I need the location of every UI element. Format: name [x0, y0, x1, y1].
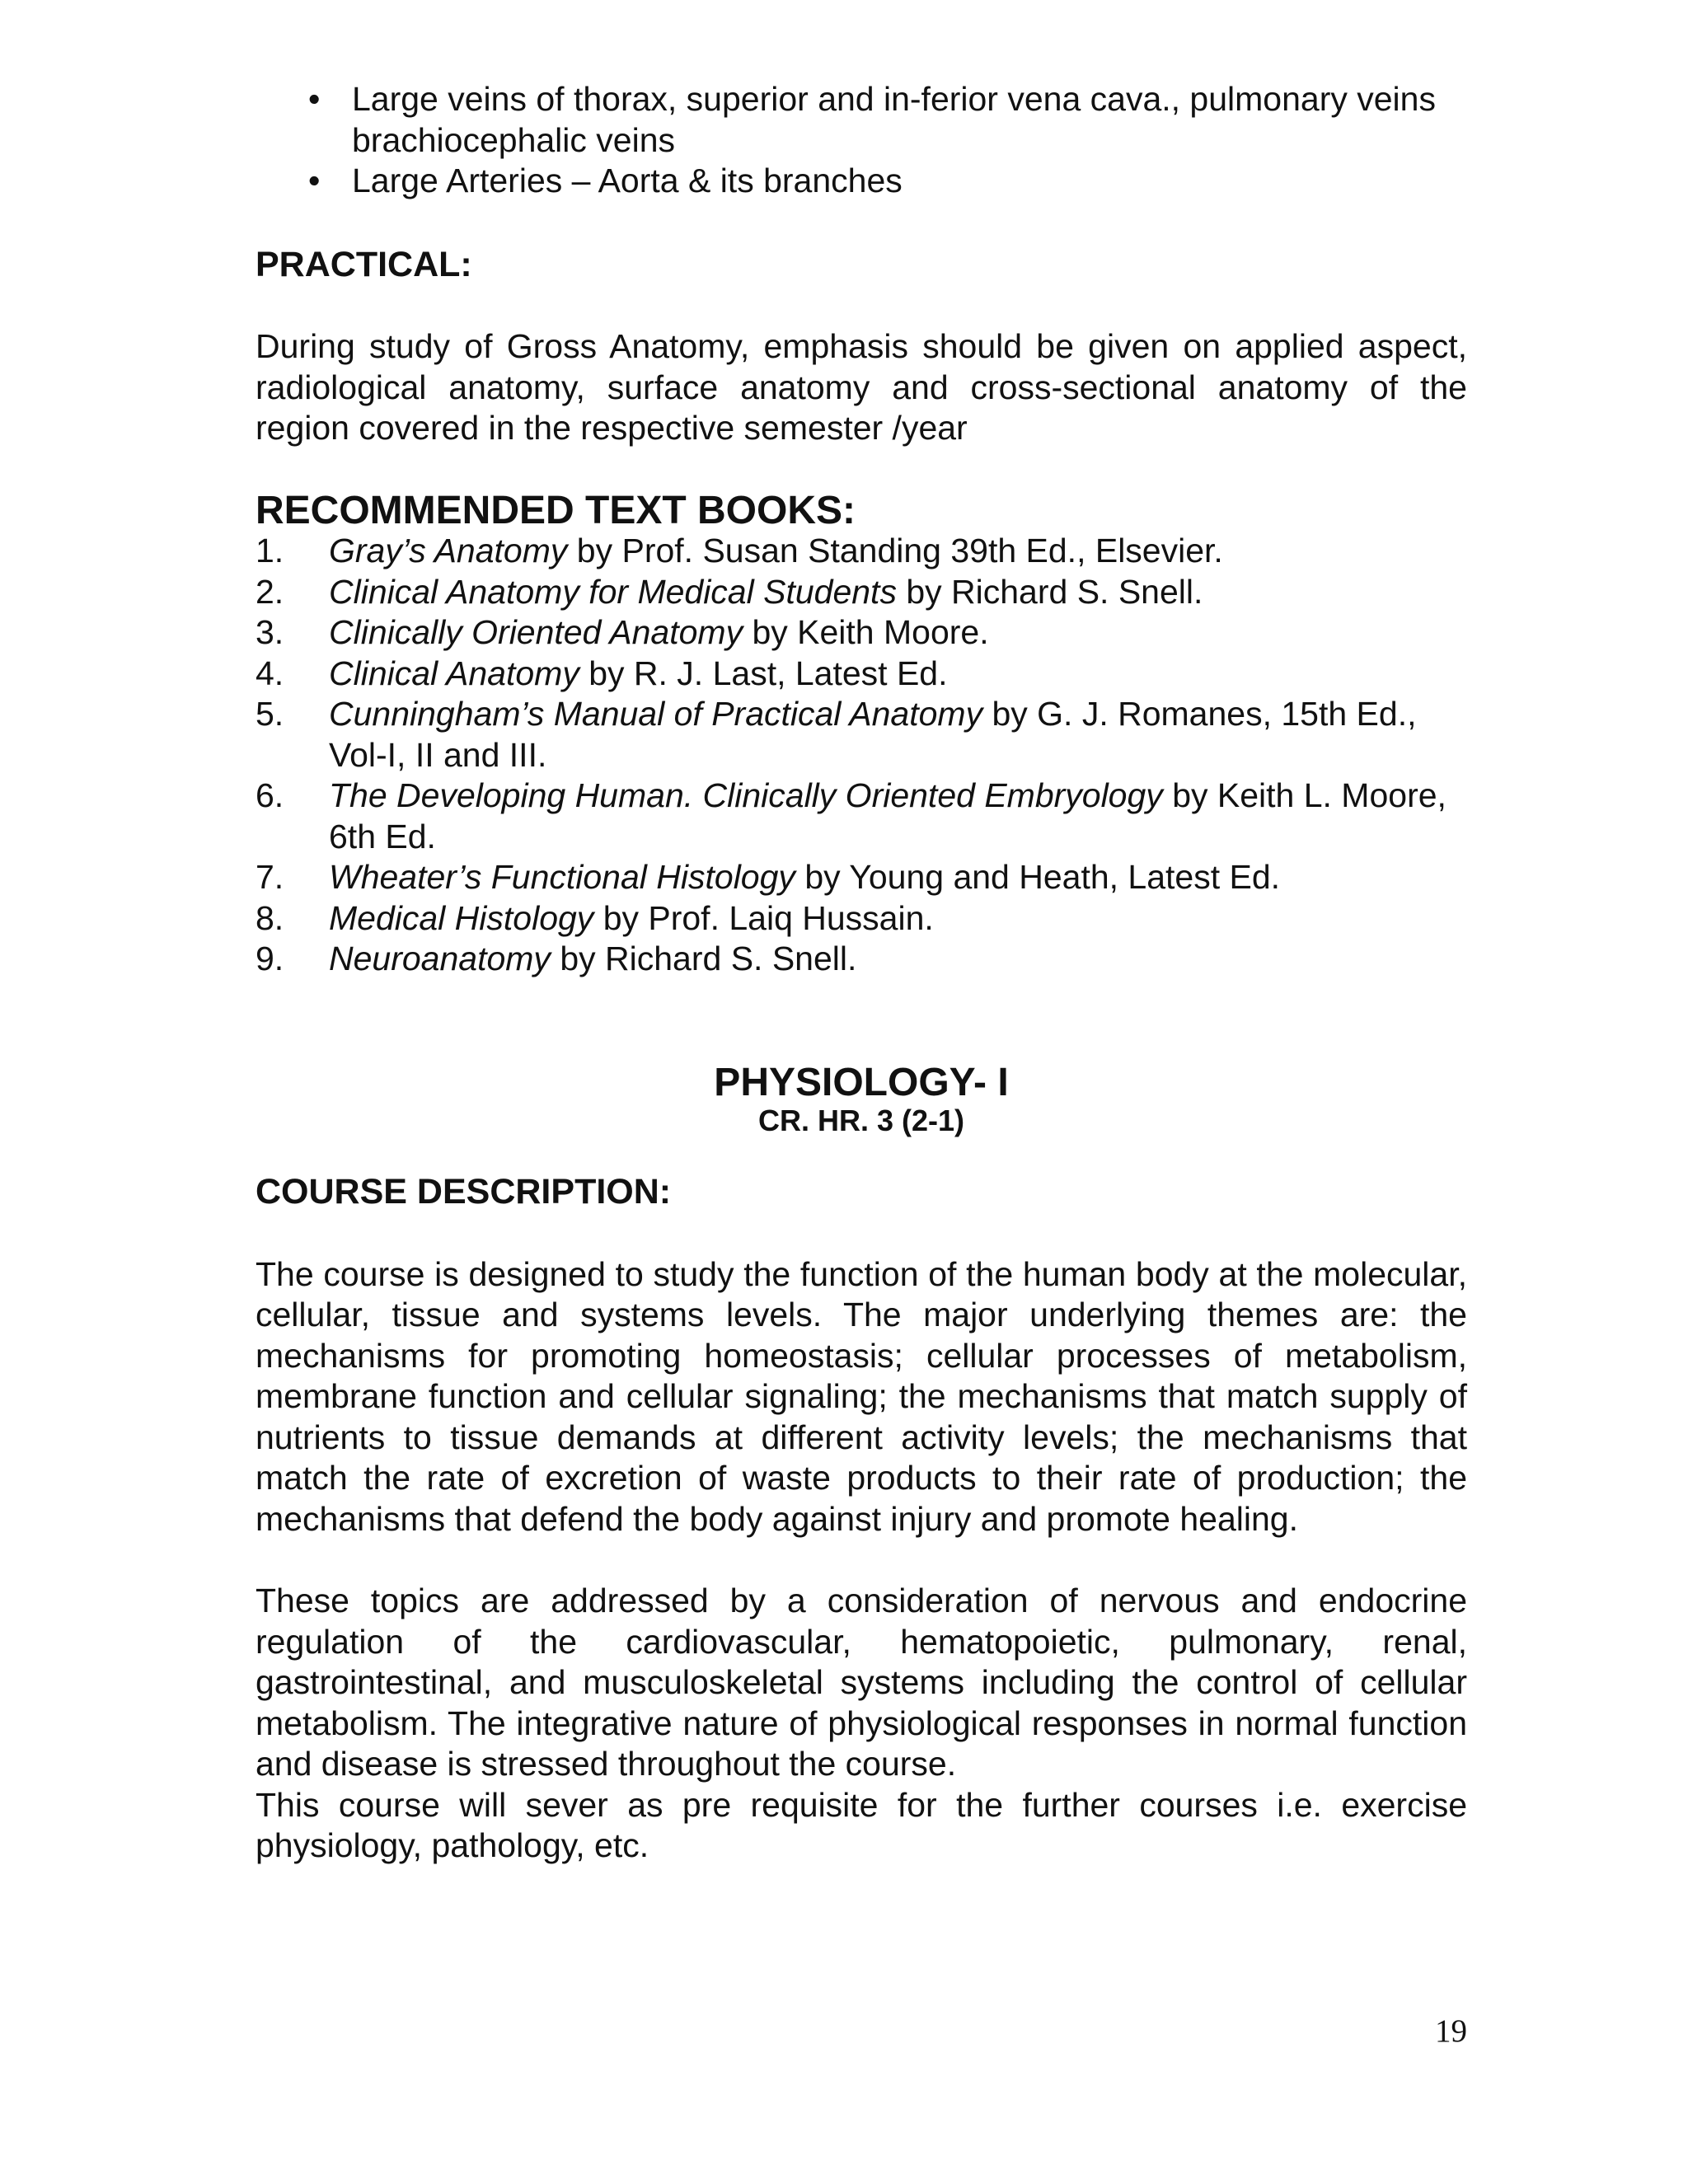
bullet-item	[256, 161, 1467, 202]
book-item	[256, 654, 1467, 695]
practical-paragraph: During study of Gross Anatomy, emphasis should be given on applied aspect, radiological anatomy, surface anatomy and cross-sectional anatomy of the region covered in the respective semester /year	[256, 327, 1467, 447]
book-author: by Prof. Laiq Hussain.	[593, 898, 934, 937]
book-author: by Keith Moore.	[743, 613, 989, 651]
practical-heading: PRACTICAL:	[256, 244, 472, 284]
book-author: by Richard S. Snell.	[550, 940, 857, 977]
book-title: Clinical Anatomy for Medical Students	[329, 572, 897, 611]
books-heading: RECOMMENDED TEXT BOOKS:	[256, 488, 856, 532]
book-number: 2.	[256, 572, 284, 611]
course-title: PHYSIOLOGY- I	[714, 1060, 1009, 1104]
book-number: 8.	[256, 898, 284, 937]
book-author: by Prof. Susan Standing 39th Ed., Elsevier.	[567, 532, 1223, 569]
bullet-item	[256, 79, 1467, 161]
bullet-text: Large Arteries – Aorta & its branches	[352, 162, 903, 199]
book-title: Cunningham’s Manual of Practical Anatomy	[329, 695, 983, 733]
bullet-text: Large veins of thorax, superior and in-ferior vena cava., pulmonary veins brachiocephalic veins	[352, 80, 1436, 159]
book-item	[256, 694, 1467, 776]
book-item	[256, 898, 1467, 940]
book-title: Clinically Oriented Anatomy	[329, 613, 743, 651]
bullet-icon: •	[308, 80, 321, 118]
book-title: The Developing Human. Clinically Oriented Embryology	[329, 776, 1163, 814]
book-item	[256, 939, 1467, 980]
credit-hours: CR. HR. 3 (2-1)	[757, 1104, 965, 1137]
book-item	[256, 531, 1467, 572]
book-number: 3.	[256, 613, 284, 651]
description-paragraph-1: The course is designed to study the function of the human body at the molecular, cellular, tissue and systems levels. The major underlying themes are: the mechanisms for promoting homeostasis; cellular processes of metabolism, membrane function and cellular signaling; the mechanisms that match supply of nutrients to tissue demands at different activity levels; the mechanisms that match the rate of excretion of waste products to their rate of production; the mechanisms that defend the body against injury and promote healing.	[256, 1254, 1467, 1538]
page-number: 19	[1435, 2013, 1467, 2049]
description-paragraph-3: This course will sever as pre requisite for the further courses i.e. exercise physiology, pathology, etc.	[256, 1785, 1467, 1864]
book-number: 9.	[256, 940, 284, 977]
book-author: by Richard S. Snell.	[896, 572, 1203, 611]
book-number: 4.	[256, 654, 284, 692]
books-list	[256, 531, 1467, 980]
book-item	[256, 776, 1467, 857]
book-item	[256, 612, 1467, 654]
book-title: Wheater’s Functional Histology	[329, 858, 795, 896]
book-title: Clinical Anatomy	[329, 654, 579, 692]
book-author: by Young and Heath, Latest Ed.	[795, 858, 1281, 896]
document-page	[256, 79, 1467, 1867]
bullet-icon: •	[308, 162, 321, 199]
book-number: 1.	[256, 532, 284, 569]
book-author: by R. J. Last, Latest Ed.	[579, 654, 948, 692]
book-author: by Keith L. Moore, 6th Ed.	[329, 776, 1447, 855]
vessel-bullet-list	[256, 79, 1467, 202]
book-title: Medical Histology	[329, 898, 594, 937]
book-item	[256, 572, 1467, 613]
book-item	[256, 857, 1467, 898]
description-paragraph-2: These topics are addressed by a consideration of nervous and endocrine regulation of the cardiovascular, hematopoietic, pulmonary, renal, gastrointestinal, and musculoskeletal systems including the control of cellular metabolism. The integrative nature of physiological responses in normal function and disease is stressed throughout the course.	[256, 1582, 1467, 1783]
course-description-heading: COURSE DESCRIPTION:	[256, 1172, 672, 1212]
book-author: by G. J. Romanes, 15th Ed., Vol-I, II and III.	[329, 695, 1417, 774]
book-number: 7.	[256, 858, 284, 896]
book-title: Neuroanatomy	[329, 940, 551, 977]
book-title: Gray’s Anatomy	[329, 532, 568, 569]
book-number: 5.	[256, 695, 284, 733]
book-number: 6.	[256, 776, 284, 814]
